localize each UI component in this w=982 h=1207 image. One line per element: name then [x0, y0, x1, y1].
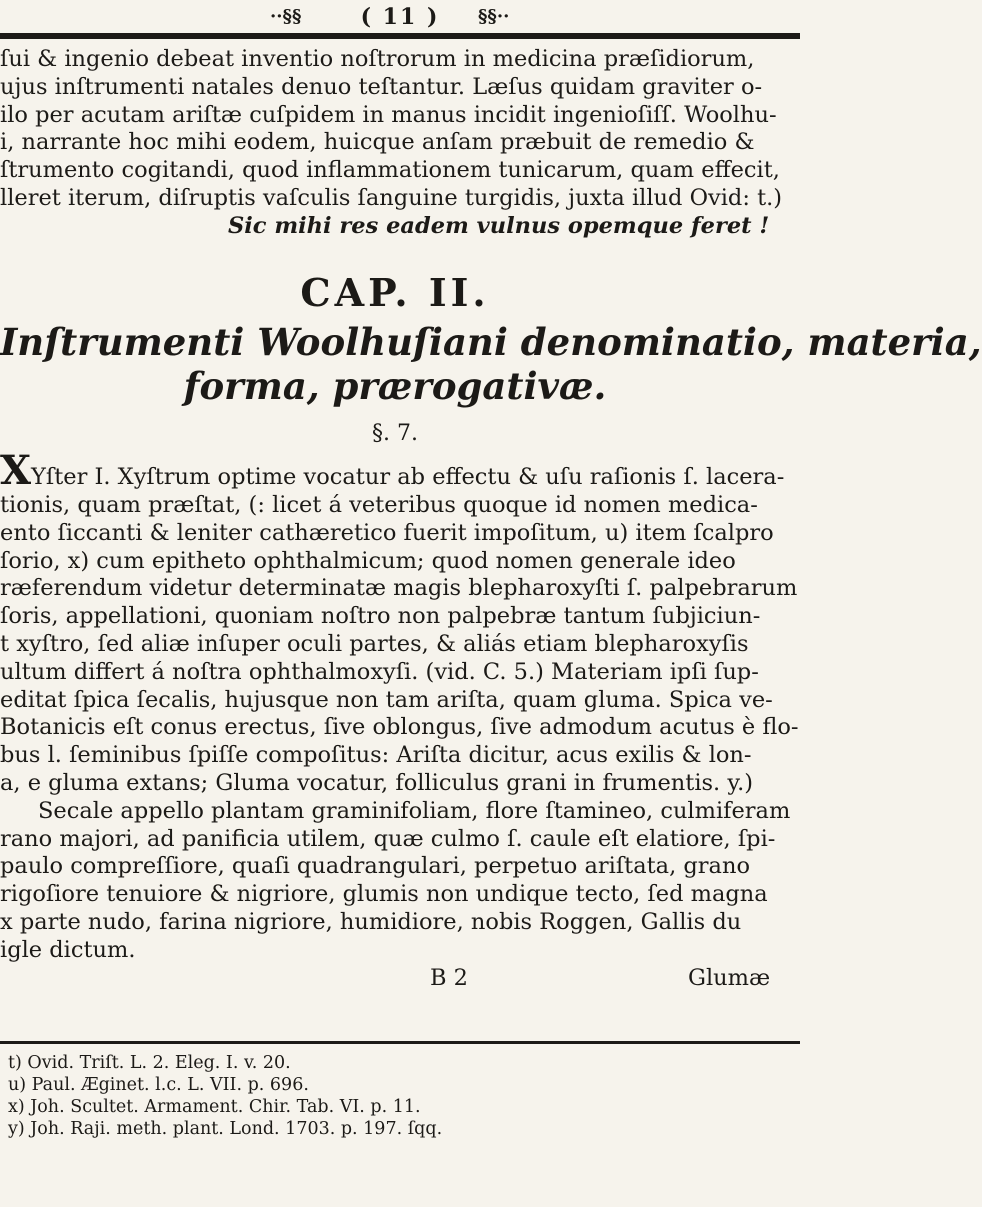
text-line: lleret iterum, diſruptis vaſculis ſanguine turgidis, juxta illud Ovid: t.)	[0, 184, 783, 211]
header-ornament-left: ··§§	[270, 6, 302, 27]
footnote: x) Joh. Scultet. Armament. Chir. Tab. VI. p. 11.	[8, 1097, 421, 1117]
text-line: igle dictum.	[0, 936, 136, 963]
text-line: ento ſiccanti & leniter cathæretico fuerit impoſitum, u) item ſcalpro	[0, 519, 774, 546]
page-header	[0, 0, 800, 44]
text-line: editat ſpica ſecalis, hujusque non tam ariſta, quam gluma. Spica ve-	[0, 686, 773, 713]
drop-cap: X	[0, 447, 32, 495]
text-line: ſoris, appellationi, quoniam noſtro non palpebræ tantum ſubjiciun-	[0, 603, 761, 630]
page-body	[0, 46, 982, 993]
text-line: rano majori, ad panificia utilem, quæ culmo ſ. caule eſt elatiore, ſpi-	[0, 825, 776, 852]
section-number: §. 7.	[372, 421, 418, 447]
text-line: ſui & ingenio debeat inventio noſtrorum in medicina præſidiorum,	[0, 46, 755, 72]
text-line: paulo compreſſiore, quaſi quadrangulari, perpetuo ariſtata, grano	[0, 853, 750, 880]
text-line-first	[0, 447, 790, 495]
text-line: ilo per acutam ariſtæ cuſpidem in manus incidit ingenioſiſſ. Woolhu-	[0, 101, 777, 128]
chapter-subtitle-line2: forma, prærogativæ.	[183, 364, 607, 409]
footnote: u) Paul. Æginet. l.c. L. VII. p. 696.	[8, 1075, 309, 1095]
text-line: rigoſiore tenuiore & nigriore, glumis non undique tecto, ſed magna	[0, 881, 768, 908]
text-line: tionis, quam præſtat, (: licet á veteribus quoque id nomen medica-	[0, 491, 758, 518]
main-paragraph	[0, 447, 799, 964]
text-line: i, narrante hoc mihi eodem, huicque anſam præbuit de remedio &	[0, 129, 755, 156]
ovid-quote: Sic mihi res eadem vulnus opemque feret !	[228, 212, 770, 239]
header-ornament-right: §§··	[478, 6, 510, 27]
text-line: Botanicis eſt conus erectus, ſive oblongus, ſive admodum acutus è flo-	[0, 714, 799, 741]
text-line: ultum differt á noſtra ophthalmoxyſi. (vid. C. 5.) Materiam ipſi ſup-	[0, 658, 759, 685]
chapter-subtitle-line1: Inſtrumenti Woolhuſiani denominatio, materia,	[0, 320, 982, 365]
text-line: ræferendum videtur determinatæ magis blepharoxyſti ſ. palpebrarum	[0, 575, 798, 602]
top-paragraph	[0, 46, 790, 241]
text-line: Secale appello plantam graminifoliam, flore ſtamineo, culmiferam	[38, 797, 791, 824]
catchword: Glumæ	[688, 964, 771, 991]
footnote: y) Joh. Raji. meth. plant. Lond. 1703. p. 197. ſqq.	[8, 1119, 443, 1139]
chapter-title: CAP. II.	[300, 269, 490, 315]
text-line: a, e gluma extans; Gluma vocatur, folliculus grani in frumentis. y.)	[0, 769, 754, 796]
header-rule	[0, 33, 800, 39]
text-line: bus l. ſeminibus ſpiſſe compoſitus: Ariſta dicitur, acus exilis & lon-	[0, 742, 752, 769]
page-number: ( 11 )	[360, 4, 440, 30]
footnotes	[8, 1052, 788, 1140]
signature-line	[0, 965, 790, 993]
text-line: t xyſtro, ſed aliæ inſuper oculi partes, & aliás etiam blepharoxyſis	[0, 630, 749, 657]
text-line: ſorio, x) cum epitheto ophthalmicum; quod nomen generale ideo	[0, 547, 736, 574]
text-line: ujus inſtrumenti natales denuo teſtantur. Læſus quidam graviter o-	[0, 73, 763, 100]
text-line: ſtrumento cogitandi, quod inflammationem tunicarum, quam effecit,	[0, 157, 780, 184]
footnote: t) Ovid. Triſt. L. 2. Eleg. I. v. 20.	[8, 1053, 291, 1073]
signature-mark: B 2	[430, 964, 469, 991]
first-line-text: Yſter I. Xyſtrum optime vocatur ab effectu & uſu raſionis ſ. lacera-	[31, 464, 785, 491]
text-line: x parte nudo, farina nigriore, humidiore, nobis Roggen, Gallis du	[0, 908, 742, 935]
footnote-rule	[0, 1041, 800, 1044]
